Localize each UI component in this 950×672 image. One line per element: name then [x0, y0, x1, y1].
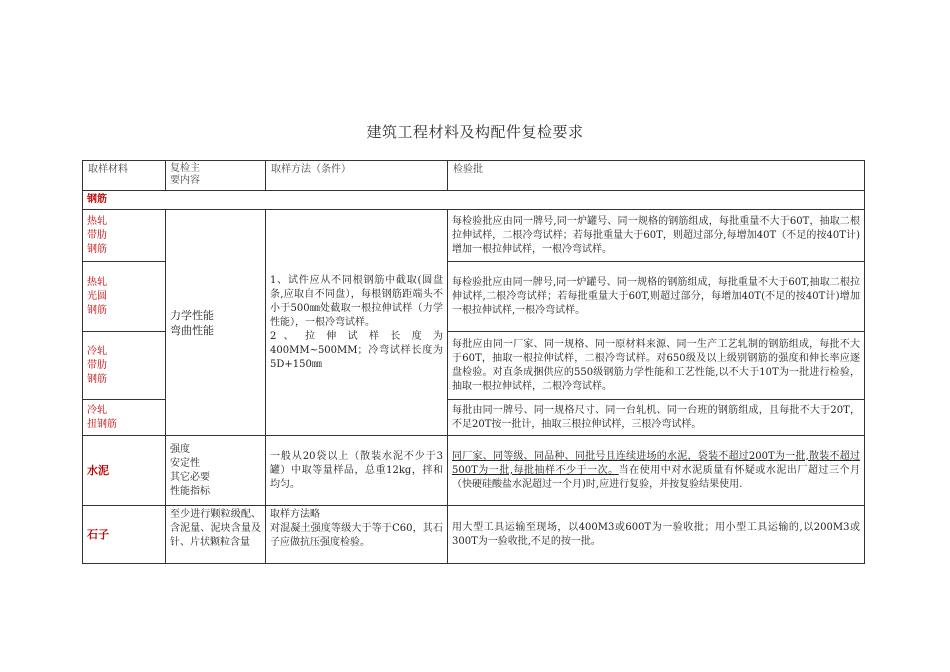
material-cold-rolled-twisted	[83, 400, 166, 436]
method-part-1: 1、试件应从不同根钢筋中截取(圆盘条,应取自不同盘），每根钢筋距端头不小于500㎜处截取一根拉伸试样（力学性能），一根冷弯试样。	[270, 274, 443, 328]
section-label-steel: 钢筋	[83, 191, 865, 210]
batch-hot-rolled-plain: 每检验批应由同一牌号,同一炉罐号、同一规格的钢筋组成，每批重量不大于60T,抽取二根拉伸试样,二根冷弯试样；若每批重量大于60T,则超过部分，每增加40T(不足的按40T计)增加一根拉伸试样,一根冷弯试样。	[448, 262, 865, 332]
content-line: 弯曲性能	[170, 323, 214, 337]
material-line: 热轧	[87, 215, 107, 227]
material-line: 光圆	[87, 290, 107, 302]
batch-cement-rest: 当在使用中对水泥质量有怀疑或水泥出厂超过三个月（快硬硅酸盐水泥超过一个月)时,应进行复验，并按复验结果使用.	[452, 464, 861, 490]
content-line: 性能指标	[170, 485, 210, 497]
table-header-row	[83, 161, 865, 191]
material-line: 带肋	[87, 359, 107, 371]
material-hot-rolled-plain	[83, 262, 166, 332]
material-line: 冷轧	[87, 345, 107, 357]
method-rest: 对混凝土强度等级大于等于C60，其石子应做抗压强度检验。	[270, 523, 443, 548]
section-row-steel	[83, 191, 865, 210]
batch-stone: 用大型工具运输至现场，以400M3或600T为一验收批；用小型工具运输的,以200M3或300T为一验收批,不足的按一批。	[448, 506, 865, 564]
material-cement: 水泥	[83, 436, 166, 506]
header-material: 取样材料	[83, 161, 166, 191]
document-title: 建筑工程材料及构配件复检要求	[366, 123, 584, 141]
material-line: 钢筋	[87, 373, 107, 385]
material-line: 扭钢筋	[87, 418, 117, 430]
steel-sampling-method	[266, 210, 448, 436]
cement-sampling-method: 一般从20袋以上（散装水泥不少于3罐）中取等量样品，总重12kg，拌和均匀。	[266, 436, 448, 506]
batch-cold-rolled-ribbed: 每批应由同一厂家、同一规格、同一原材料来源、同一生产工艺轧制的钢筋组成，每批不大于60T，抽取一根拉伸试样，二根冷弯试样。对650级及以上级别钢筋的强度和伸长率应逐盘检验。对直条成捆供应的550级钢筋力学性能和工艺性能,以不大于10T为一批进行检验，抽取一根拉伸试样，二根冷弯试样。	[448, 332, 865, 400]
material-hot-rolled-ribbed	[83, 210, 166, 262]
header-method: 取样方法（条件）	[266, 161, 448, 191]
method-part-2: 2 、 拉 伸 试 样 长 度 为400MM~500MM；冷弯试样长度为5D+150㎜	[270, 330, 443, 370]
stone-test-content: 至少进行颗粒级配、含泥量、泥块含量及针、片状颗粒含量	[166, 506, 266, 564]
header-content-line1: 复检主	[170, 163, 200, 174]
material-line: 冷轧	[87, 404, 107, 416]
table-row	[83, 210, 865, 262]
material-stone: 石子	[83, 506, 166, 564]
table-row	[83, 436, 865, 506]
cement-test-content	[166, 436, 266, 506]
material-line: 热轧	[87, 276, 107, 288]
content-line: 其它必要	[170, 471, 210, 483]
content-line: 力学性能	[170, 308, 214, 322]
content-line: 安定性	[170, 457, 200, 469]
method-line-1: 取样方法略	[270, 509, 320, 520]
steel-test-content	[166, 210, 266, 436]
material-line: 钢筋	[87, 304, 107, 316]
header-batch: 检验批	[448, 161, 865, 191]
content-line: 强度	[170, 443, 190, 455]
stone-sampling-method	[266, 506, 448, 564]
material-line: 钢筋	[87, 243, 107, 255]
table-row	[83, 506, 865, 564]
material-line: 带肋	[87, 229, 107, 241]
header-content	[166, 161, 266, 191]
batch-hot-rolled-ribbed: 每检验批应由同一牌号,同一炉罐号、同一规格的钢筋组成，每批重量不大于60T，抽取二根拉伸试样，二根冷弯试样；若每批重量大于60T，则超过部分,每增加40T（不足的按40T计)增加一根拉伸试样，一根冷弯试样。	[448, 210, 865, 262]
material-cold-rolled-ribbed	[83, 332, 166, 400]
batch-cement-underlined: 同厂家、同等级、同品种、同批号且连续进场的水泥，袋装不超过200T为一批,散装不超过500T为一批,每批抽样不少于一次。	[452, 450, 860, 476]
inspection-requirements-table	[82, 160, 865, 564]
batch-cement	[448, 436, 865, 506]
batch-cold-rolled-twisted: 每批由同一牌号、同一规格尺寸、同一台轧机、同一台班的钢筋组成，且每批不大于20T，不足20T按一批计，抽取三根拉伸试样，三根冷弯试样。	[448, 400, 865, 436]
header-content-line2: 要内容	[170, 175, 200, 186]
